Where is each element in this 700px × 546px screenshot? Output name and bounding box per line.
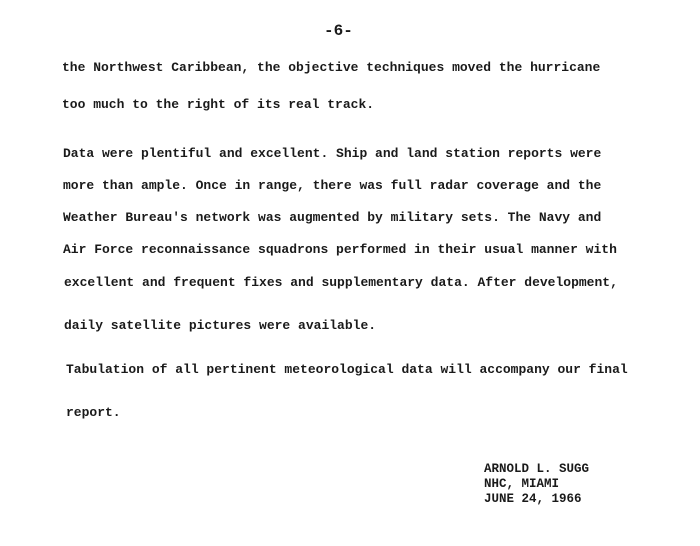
text-line: excellent and frequent fixes and supplementary data. After development, (64, 275, 618, 290)
signature-office: NHC, MIAMI (484, 477, 560, 491)
page-number: -6- (324, 22, 353, 40)
text-line: Weather Bureau's network was augmented by military sets. The Navy and (63, 210, 602, 225)
signature-name: ARNOLD L. SUGG (484, 462, 590, 476)
text-line: Data were plentiful and excellent. Ship and land station reports were (63, 146, 602, 161)
text-line: the Northwest Caribbean, the objective techniques moved the hurricane (62, 60, 601, 75)
text-line: Air Force reconnaissance squadrons performed in their usual manner with (63, 242, 617, 257)
text-line: Tabulation of all pertinent meteorological data will accompany our final (66, 362, 628, 377)
text-line: report. (66, 405, 121, 420)
signature-date: JUNE 24, 1966 (484, 492, 582, 506)
text-line: more than ample. Once in range, there was full radar coverage and the (63, 178, 602, 193)
text-line: too much to the right of its real track. (62, 97, 375, 112)
text-line: daily satellite pictures were available. (64, 318, 377, 333)
